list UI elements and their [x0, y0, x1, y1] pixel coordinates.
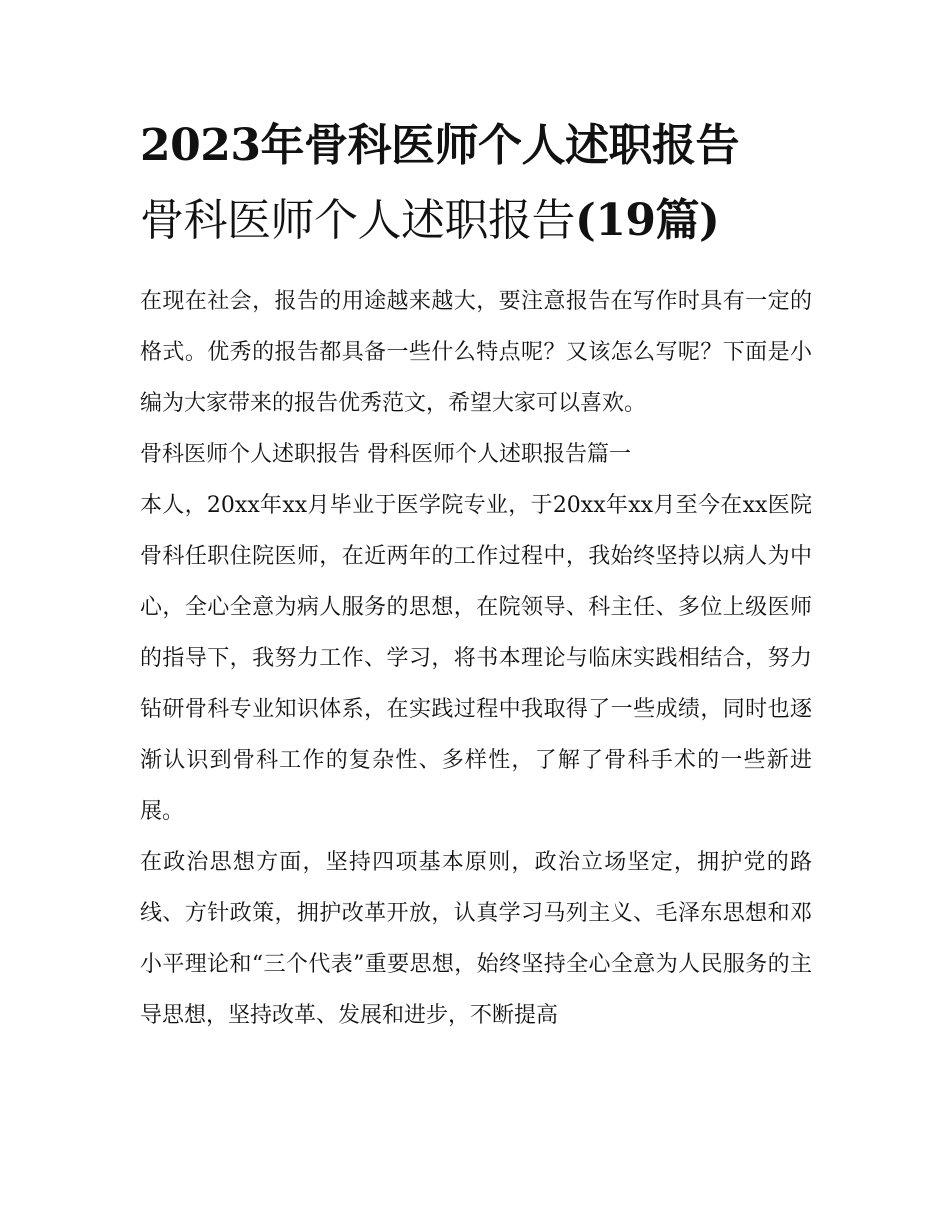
intro-paragraph: 在现在社会，报告的用途越来越大，要注意报告在写作时具有一定的格式。优秀的报告都具备一些什么特点呢？又该怎么写呢？下面是小编为大家带来的报告优秀范文，希望大家可以喜欢。 — [140, 289, 812, 416]
title-line-2-text: 骨科医师个人述职报告 — [140, 195, 575, 246]
document-title-line-1: 2023年骨科医师个人述职报告 — [140, 120, 739, 171]
title-line-2-count: (19篇) — [575, 195, 720, 246]
document-title-line-2 — [140, 195, 820, 247]
section-heading: 骨科医师个人述职报告 骨科医师个人述职报告篇一 — [140, 442, 631, 467]
body-paragraph-2: 在政治思想方面，坚持四项基本原则，政治立场坚定，拥护党的路线、方针政策，拥护改革开放，认真学习马列主义、毛泽东思想和邓小平理论和“三个代表”重要思想，始终坚持全心全意为人民服务的主导思想，坚持改革、发展和进步，不断提高 — [140, 850, 812, 1028]
body-paragraph-1: 本人，20xx年xx月毕业于医学院专业，于20xx年xx月至今在xx医院骨科任职住院医师，在近两年的工作过程中，我始终坚持以病人为中心，全心全意为病人服务的思想，在院领导、科主任、多位上级医师的指导下，我努力工作、学习，将书本理论与临床实践相结合，努力钻研骨科专业知识体系，在实践过程中我取得了一些成绩，同时也逐渐认识到骨科工作的复杂性、多样性，了解了骨科手术的一些新进展。 — [140, 493, 812, 824]
document-body — [140, 276, 812, 1041]
